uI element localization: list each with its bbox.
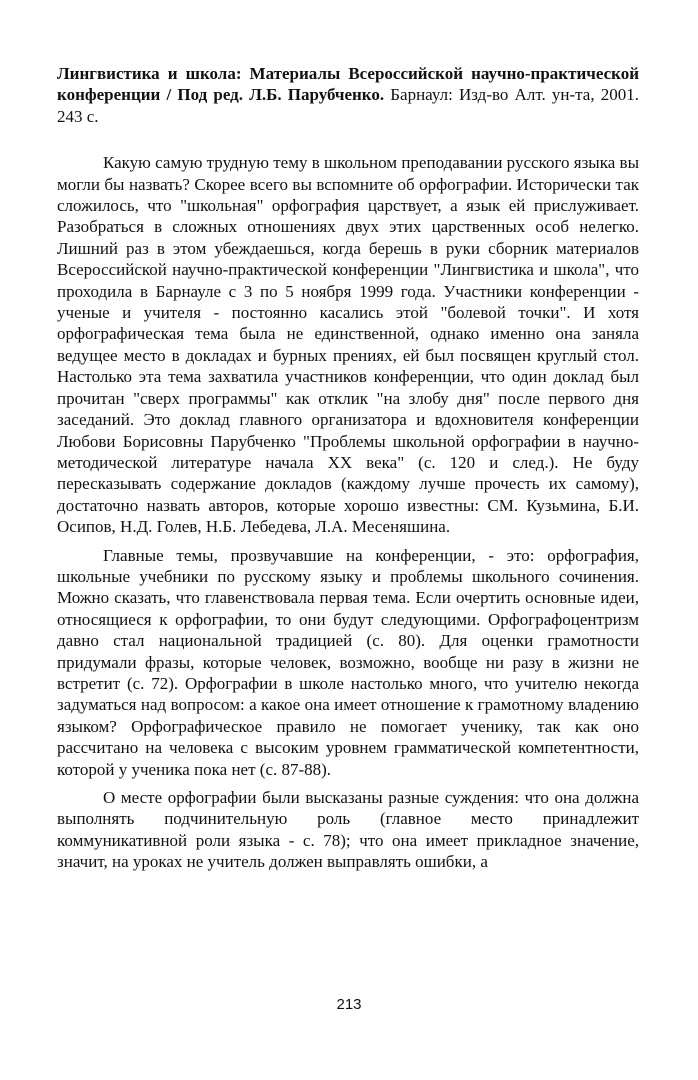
paragraph-2: Главные темы, прозвучавшие на конференции, - это: орфография, школьные учебники по русскому языку и проблемы школьного сочинения. Можно сказать, что главенствовала первая тема. Если очертить основные идеи, относящиеся к орфографии, то они будут следующими. Орфографоцентризм давно стал национальной традицией (с. 80). Для оценки грамотности придумали фразы, которые человек, возможно, вообще ни разу в жизни не встретит (с. 72). Орфографии в школе настолько много, что учителю некогда задуматься над вопросом: а какое она имеет отношение к грамотному владению языком? Орфографическое правило не помогает ученику, так как оно рассчитано на человека с высоким уровнем грамматической компетентности, которой у ученика пока нет (с. 87-88). xyxy=(57,545,639,779)
paragraph-1: Какую самую трудную тему в школьном преподавании русского языка вы могли бы назвать? Скорее всего вы вспомните об орфографии. Исторически так сложилось, что "школьная" орфография царствует, а язык ей прислуживает. Разобраться в сложных отношениях двух этих царственных особ нелегко. Лишний раз в этом убеждаешься, когда берешь в руки сборник материалов Всероссийской научно-практической конференции "Лингвистика и школа", что проходила в Барнауле с 3 по 5 ноября 1999 года. Участники конференции - ученые и учителя - постоянно касались этой "болевой точки". И хотя орфографическая тема была не единственной, однако именно она заняла ведущее место в докладах и бурных прениях, ей был посвящен круглый стол. Настолько эта тема захватила участников конференции, что один доклад был прочитан "сверх программы" как отклик "на злобу дня" после первого дня заседаний. Это доклад главного организатора и вдохновителя конференции Любови Борисовны Парубченко "Проблемы школьной орфографии в научно-методической литературе начала XX века" (с. 120 и след.). Не буду пересказывать содержание докладов (каждому лучше прочесть их самому), достаточно назвать авторов, которые хорошо известны: СМ. Кузьмина, Б.И. Осипов, Н.Д. Голев, Н.Б. Лебедева, Л.А. Месеняшина. xyxy=(57,153,639,537)
bibliographic-reference xyxy=(57,63,639,127)
reference-publisher: Барнаул: Изд-во Алт. ун-та, 2001. 243 с. xyxy=(57,85,639,126)
page-body xyxy=(57,63,639,873)
reference-title: Лингвистика и школа: Материалы Всероссийской научно-практической конференции / Под ред. Л.Б. Парубченко. xyxy=(57,64,639,105)
paragraph-3: О месте орфографии были высказаны разные суждения: что она должна выполнять подчинительную роль (главное место принадлежит коммуникативной роли языка - с. 78); что она имеет прикладное значение, значит, на уроках не учитель должен выправлять ошибки, а xyxy=(57,788,639,872)
page-number: 213 xyxy=(336,996,362,1013)
